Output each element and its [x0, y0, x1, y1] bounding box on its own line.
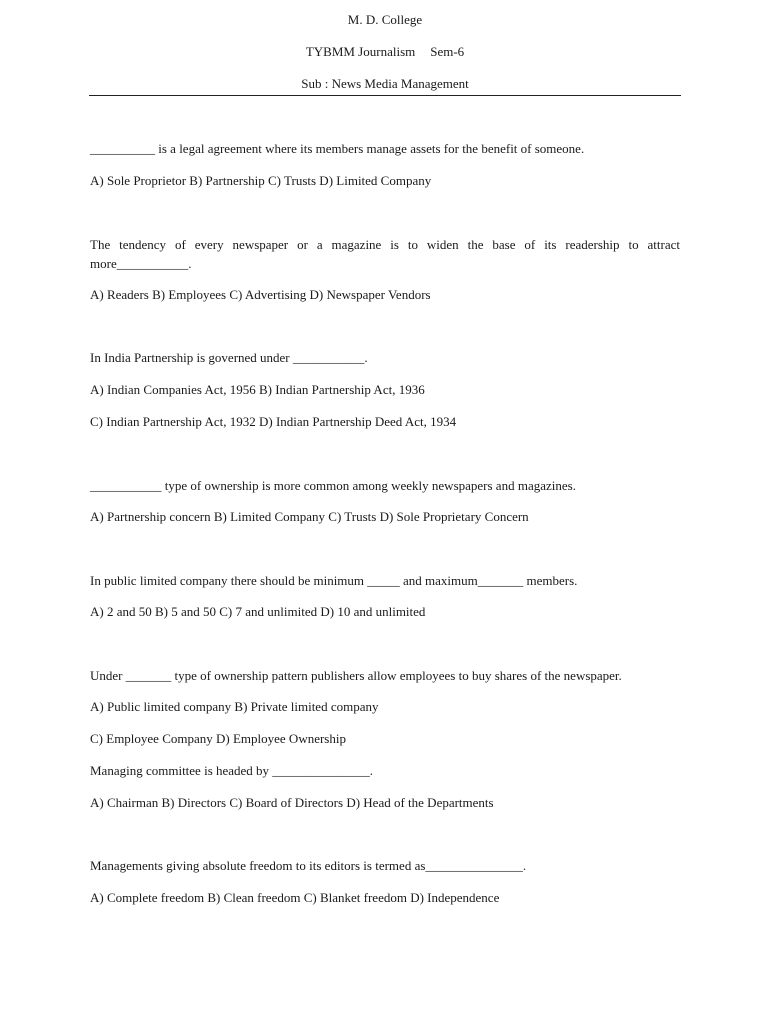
question-text: ___________ type of ownership is more common among weekly newspapers and magazines. — [90, 478, 576, 493]
answer-options: C) Employee Company D) Employee Ownership — [90, 731, 346, 746]
answer-options: A) Indian Companies Act, 1956 B) Indian Partnership Act, 1936 — [90, 382, 425, 397]
subject-line: Sub : News Media Management — [301, 76, 469, 91]
college-name: M. D. College — [347, 12, 423, 27]
semester: Sem-6 — [430, 44, 465, 59]
answer-options: A) Partnership concern B) Limited Company C) Trusts D) Sole Proprietary Concern — [90, 509, 529, 524]
question-text: Managing committee is headed by _______________. — [90, 763, 374, 778]
question-text: In India Partnership is governed under ___________. — [90, 350, 368, 365]
answer-options: A) Readers B) Employees C) Advertising D) Newspaper Vendors — [90, 287, 431, 302]
course-name: TYBMM Journalism — [305, 44, 416, 59]
course-line — [0, 44, 770, 60]
question-text: In public limited company there should be minimum _____ and maximum_______ members. — [90, 573, 578, 588]
question-text-continued: more___________. — [90, 256, 192, 271]
question-text: __________ is a legal agreement where its members manage assets for the benefit of someone. — [90, 141, 585, 156]
answer-options: A) Complete freedom B) Clean freedom C) Blanket freedom D) Independence — [90, 890, 500, 905]
answer-options: C) Indian Partnership Act, 1932 D) Indian Partnership Deed Act, 1934 — [90, 414, 457, 429]
question-text: Managements giving absolute freedom to its editors is termed as_______________. — [90, 858, 527, 873]
answer-options: A) Chairman B) Directors C) Board of Directors D) Head of the Departments — [90, 795, 494, 810]
answer-options: A) Public limited company B) Private limited company — [90, 699, 379, 714]
question-text: The tendency of every newspaper or a magazine is to widen the base of its readership to attract — [90, 237, 680, 252]
answer-options: A) 2 and 50 B) 5 and 50 C) 7 and unlimited D) 10 and unlimited — [90, 604, 426, 619]
header-divider — [89, 95, 681, 96]
question-text: Under _______ type of ownership pattern publishers allow employees to buy shares of the newspaper. — [90, 668, 622, 683]
answer-options: A) Sole Proprietor B) Partnership C) Trusts D) Limited Company — [90, 173, 432, 188]
